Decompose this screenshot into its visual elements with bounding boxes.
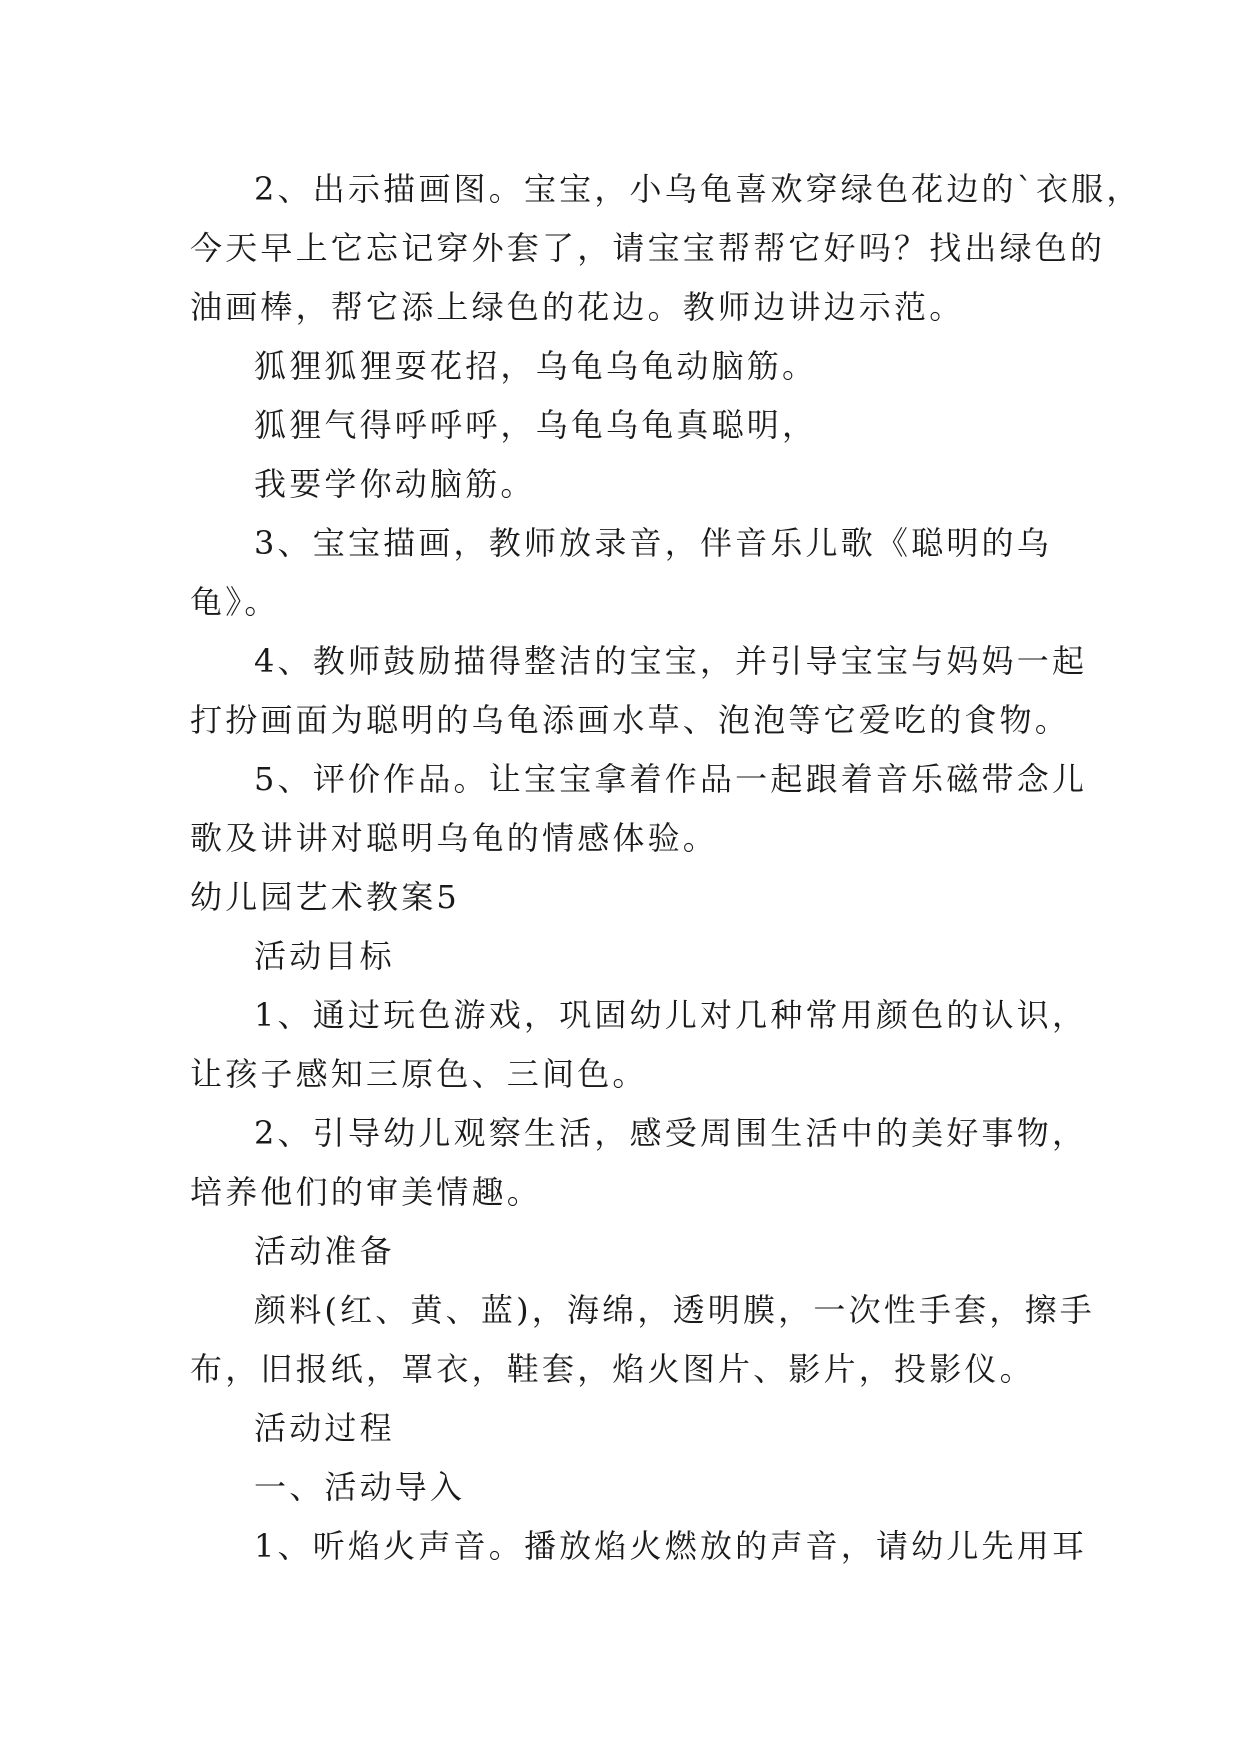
- paragraph-line: 2、出示描画图。宝宝，小乌龟喜欢穿绿色花边的`衣服，: [254, 170, 1142, 208]
- paragraph-line: 我要学你动脑筋。: [254, 465, 536, 503]
- paragraph-line: 3、宝宝描画，教师放录音，伴音乐儿歌《聪明的乌: [254, 524, 1052, 562]
- paragraph-line: 歌及讲讲对聪明乌龟的情感体验。: [190, 819, 719, 857]
- paragraph-line: 油画棒，帮它添上绿色的花边。教师边讲边示范。: [190, 288, 965, 326]
- section-heading: 幼儿园艺术教案5: [190, 878, 460, 916]
- subsection-heading: 活动准备: [254, 1232, 395, 1270]
- paragraph-line: 布，旧报纸，罩衣，鞋套，焰火图片、影片，投影仪。: [190, 1350, 1035, 1388]
- subsection-heading: 一、活动导入: [254, 1468, 466, 1506]
- paragraph-line: 狐狸狐狸耍花招，乌龟乌龟动脑筋。: [254, 347, 818, 385]
- paragraph-line: 5、评价作品。让宝宝拿着作品一起跟着音乐磁带念儿: [254, 760, 1088, 798]
- paragraph-line: 培养他们的审美情趣。: [190, 1173, 543, 1211]
- paragraph-line: 2、引导幼儿观察生活，感受周围生活中的美好事物，: [254, 1114, 1088, 1152]
- paragraph-line: 龟》。: [190, 583, 280, 621]
- paragraph-line: 打扮画面为聪明的乌龟添画水草、泡泡等它爱吃的食物。: [190, 701, 1071, 739]
- paragraph-line: 狐狸气得呼呼呼，乌龟乌龟真聪明，: [254, 406, 818, 444]
- subsection-heading: 活动目标: [254, 937, 395, 975]
- paragraph-line: 颜料(红、黄、蓝)，海绵，透明膜，一次性手套，擦手: [254, 1291, 1095, 1329]
- paragraph-line: 今天早上它忘记穿外套了，请宝宝帮帮它好吗？找出绿色的: [190, 229, 1106, 267]
- paragraph-line: 让孩子感知三原色、三间色。: [190, 1055, 648, 1093]
- paragraph-line: 4、教师鼓励描得整洁的宝宝，并引导宝宝与妈妈一起: [254, 642, 1088, 680]
- paragraph-line: 1、听焰火声音。播放焰火燃放的声音，请幼儿先用耳: [254, 1527, 1088, 1565]
- subsection-heading: 活动过程: [254, 1409, 395, 1447]
- document-body: [190, 160, 1142, 1576]
- paragraph-line: 1、通过玩色游戏，巩固幼儿对几种常用颜色的认识，: [254, 996, 1088, 1034]
